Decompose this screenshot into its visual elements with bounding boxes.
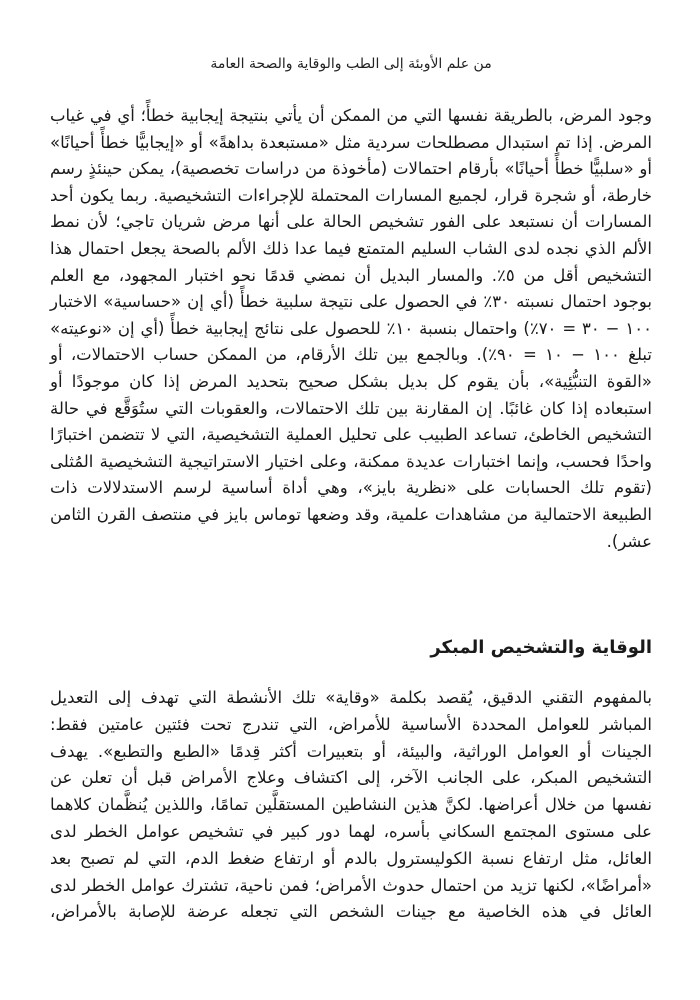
- body-paragraph-2: بالمفهوم التقني الدقيق، يُقصد بكلمة «وقاية» تلك الأنشطة التي تهدف إلى التعديل المباشر للعوامل المحددة الأساسية للأمراض، التي تندرج تحت فئتين عامتين فقط: الجينات أو العوامل الوراثية، والبيئة، أو بتعبيرات أكثر قِدمًا «الطبع والتطبع». يهدف التشخيص المبكر، على الجانب الآخر، إلى اكتشاف وعلاج الأمراض قبل أن تعلن عن نفسها من خلال أعراضها. لكنَّ هذين النشاطين المستقلَّين تمامًا، واللذين يُنظَّمان كلاهما على مستوى المجتمع السكاني بأسره، لهما دور كبير في تشخيص عوامل الخطر لدى العائل، مثل ارتفاع نسبة الكوليسترول بالدم أو ارتفاع ضغط الدم، التي لم تصبح بعد «أمراضًا»، لكنها تزيد من احتمال حدوث الأمراض؛ فمن ناحية، تشترك عوامل الخطر لدى العائل في هذه الخاصية مع جينات الشخص التي تجعله عرضة للإصابة بالأمراض،: [50, 688, 652, 922]
- section-heading: الوقاية والتشخيص المبكر: [430, 637, 652, 658]
- body-paragraph-1: وجود المرض، بالطريقة نفسها التي من الممكن أن يأتي بنتيجة إيجابية خطأً؛ أي في غياب المرض. إذا تم استبدال مصطلحات سردية مثل «مستبعدة بداهةً» أو «إيجابيًّا خطأً أحيانًا» أو «سلبيًّا خطأً أحيانًا» بأرقام احتمالات (مأخوذة من دراسات تخصصية)، يمكن حينئذٍ رسم خارطة، أو شجرة قرار، لجميع المسارات المحتملة للإجراءات التشخيصية. ربما يكون أحد المسارات أن نستبعد على الفور تشخيص الحالة على أنها مرض شريان تاجي؛ لأن نمط الألم الذي نجده لدى الشاب السليم المتمتع فيما عدا ذلك الألم بالصحة يجعل احتمال هذا التشخيص أقل من ٥٪. والمسار البديل أن نمضي قدمًا نحو اختبار المجهود، مع العلم بوجود احتمال نسبته ٣٠٪ في الحصول على نتيجة سلبية خطأً (أي إن «حساسية» الاختبار ١٠٠ − ٣٠ = ٧٠٪) واحتمال بنسبة ١٠٪ للحصول على نتائج إيجابية خطأً (أي إن «نوعيته» تبلغ ١٠٠ − ١٠ = ٩٠٪). وبالجمع بين تلك الأرقام، من الممكن حساب الاحتمالات، أو «القوة التنبُّئِية»، بأن يقوم كل بديل بشكل صحيح بتحديد المرض إذا كان موجودًا أو استبعاده إذا كان غائبًا. إن المقارنة بين تلك الاحتمالات، والعقوبات التي ستُوَقَّع في حالة التشخيص الخاطئ، تساعد الطبيب على تحليل العملية التشخيصية، التي لا تتضمن اختبارًا واحدًا فحسب، وإنما اختبارات عديدة ممكنة، وعلى اختيار الاستراتيجية التشخيصية المُثلى (تقوم تلك الحسابات على «نظرية بايز»، وهي أداة أساسية لرسم الاستدلالات ذات الطبيعة الاحتمالية من مشاهدات علمية، وقد وضعها توماس بايز في منتصف القرن الثامن عشر).: [50, 106, 653, 551]
- book-page: [50, 0, 652, 1000]
- running-head: من علم الأوبئة إلى الطب والوقاية والصحة العامة: [210, 56, 492, 72]
